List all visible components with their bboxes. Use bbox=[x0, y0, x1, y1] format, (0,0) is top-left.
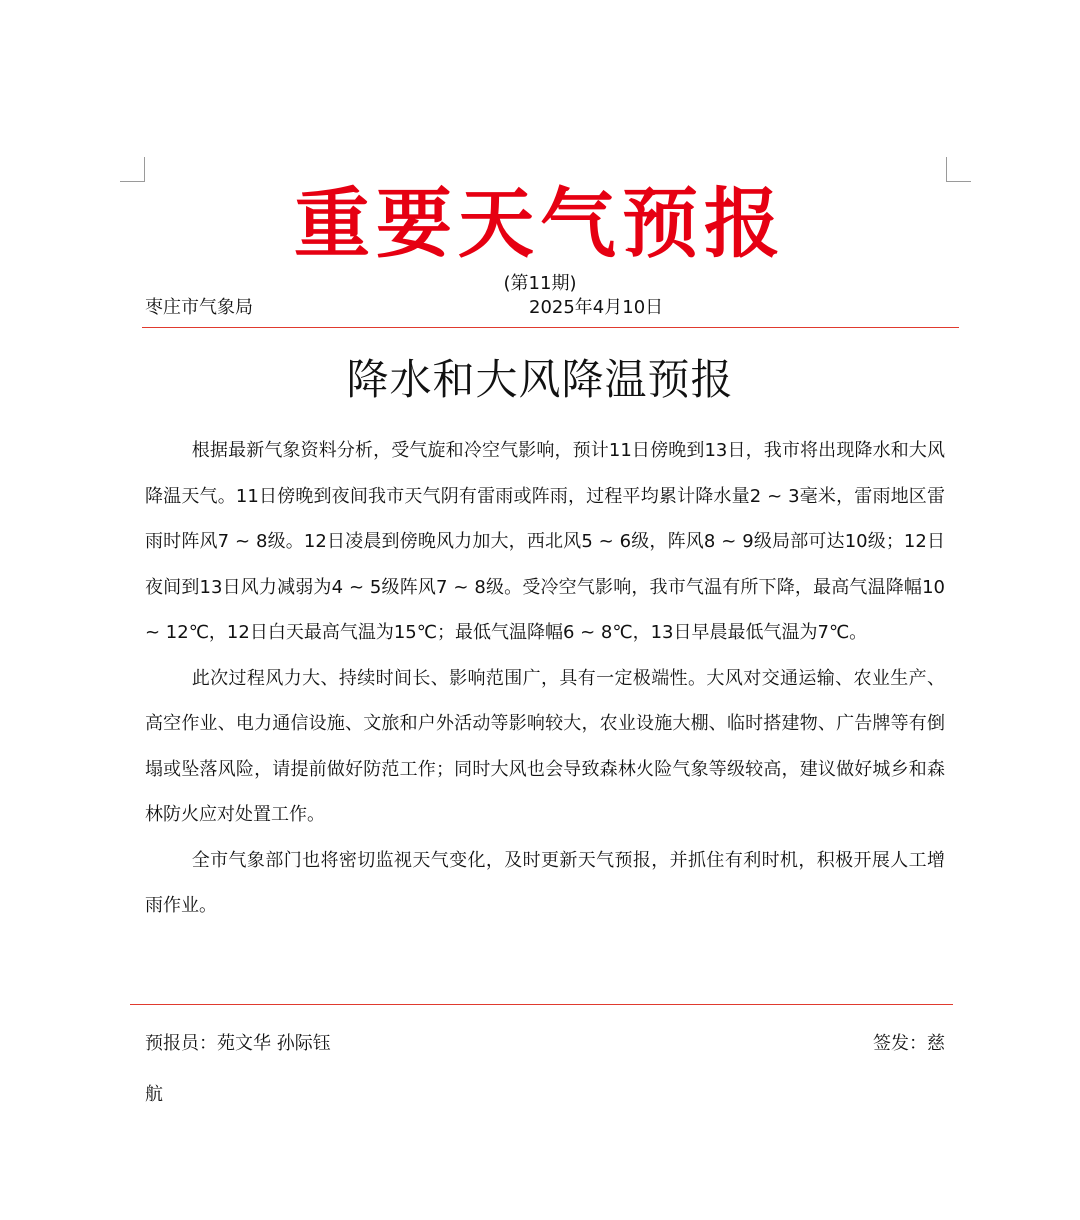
body-paragraph: 全市气象部门也将密切监视天气变化，及时更新天气预报，并抓住有利时机，积极开展人工增雨作业。 bbox=[145, 849, 945, 916]
forecasters-line: 预报员：苑文华 孙际钰 bbox=[145, 1033, 331, 1054]
issue-number: (第11期) bbox=[503, 273, 577, 294]
issue-date: 2025年4月10日 bbox=[529, 297, 664, 318]
header-divider bbox=[142, 327, 959, 328]
footer-divider bbox=[130, 1004, 953, 1005]
body-paragraph: 此次过程风力大、持续时间长、影响范围广，具有一定极端性。大风对交通运输、农业生产、高空作业、电力通信设施、文旅和户外活动等影响较大，农业设施大棚、临时搭建物、广告牌等有倒塌或坠落风险，请提前做好防范工作；同时大风也会导致森林火险气象等级较高，建议做好城乡和森林防火应对处置工作。 bbox=[145, 667, 945, 825]
forecast-headline: 降水和大风降温预报 bbox=[346, 355, 734, 404]
forecast-body bbox=[145, 428, 945, 929]
masthead-title: 重要天气预报 bbox=[294, 179, 786, 268]
issuing-agency: 枣庄市气象局 bbox=[145, 297, 253, 318]
signer-name-continuation: 航 bbox=[145, 1084, 163, 1105]
body-paragraph: 根据最新气象资料分析，受气旋和冷空气影响，预计11日傍晚到13日，我市将出现降水和大风降温天气。11日傍晚到夜间我市天气阴有雷雨或阵雨，过程平均累计降水量2 ~ 3毫米，雷雨地区雷雨时阵风7 ~ 8级。12日凌晨到傍晚风力加大，西北风5 ~ 6级，阵风8 ~ 9级局部可达10级；12日夜间到13日风力减弱为4 ~ 5级阵风7 ~ 8级。受冷空气影响，我市气温有所下降，最高气温降幅10 ~ 12℃，12日白天最高气温为15℃；最低气温降幅6 ~ 8℃，13日早晨最低气温为7℃。 bbox=[145, 440, 945, 643]
signer-line: 签发：慈 bbox=[873, 1033, 945, 1054]
